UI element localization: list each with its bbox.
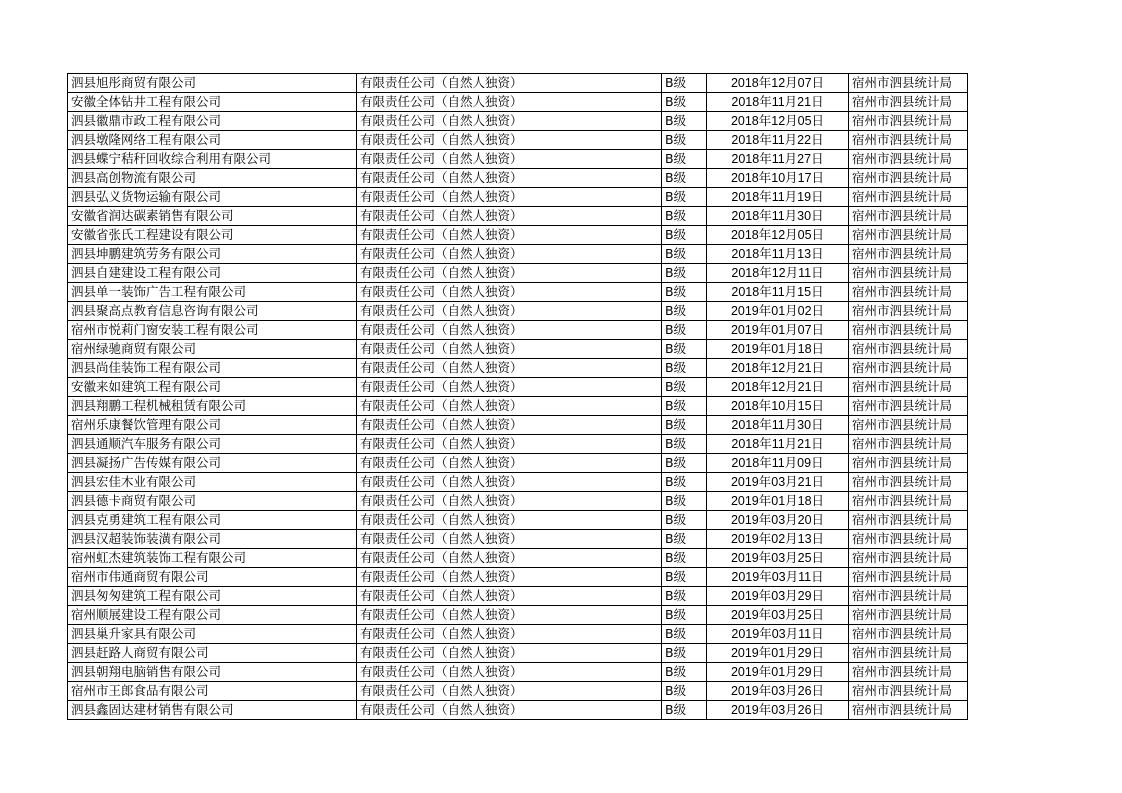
table-row (68, 663, 968, 682)
company-name-cell: 宿州市王郎食品有限公司 (68, 682, 357, 701)
grade-cell: B级 (662, 606, 707, 625)
table-row (68, 625, 968, 644)
company-name-cell: 泗县宏佳木业有限公司 (68, 473, 357, 492)
date-cell: 2018年12月05日 (707, 112, 849, 131)
grade-cell: B级 (662, 549, 707, 568)
table-row (68, 131, 968, 150)
company-type-cell: 有限责任公司（自然人独资） (357, 454, 662, 473)
date-cell: 2018年12月11日 (707, 264, 849, 283)
grade-cell: B级 (662, 340, 707, 359)
table-row (68, 74, 968, 93)
grade-cell: B级 (662, 397, 707, 416)
company-name-cell: 泗县聚高点教育信息咨询有限公司 (68, 302, 357, 321)
company-name-cell: 泗县鑫固达建材销售有限公司 (68, 701, 357, 720)
company-name-cell: 宿州虹杰建筑装饰工程有限公司 (68, 549, 357, 568)
company-name-cell: 宿州绿驰商贸有限公司 (68, 340, 357, 359)
table-row (68, 378, 968, 397)
agency-cell: 宿州市泗县统计局 (849, 188, 968, 207)
agency-cell: 宿州市泗县统计局 (849, 340, 968, 359)
grade-cell: B级 (662, 682, 707, 701)
date-cell: 2019年03月21日 (707, 473, 849, 492)
date-cell: 2019年03月20日 (707, 511, 849, 530)
table-row (68, 302, 968, 321)
grade-cell: B级 (662, 454, 707, 473)
table-row (68, 644, 968, 663)
table-row (68, 264, 968, 283)
company-type-cell: 有限责任公司（自然人独资） (357, 188, 662, 207)
company-name-cell: 泗县朝翔电脑销售有限公司 (68, 663, 357, 682)
company-type-cell: 有限责任公司（自然人独资） (357, 340, 662, 359)
company-type-cell: 有限责任公司（自然人独资） (357, 416, 662, 435)
date-cell: 2019年02月13日 (707, 530, 849, 549)
company-type-cell: 有限责任公司（自然人独资） (357, 530, 662, 549)
grade-cell: B级 (662, 169, 707, 188)
table-row (68, 321, 968, 340)
company-type-cell: 有限责任公司（自然人独资） (357, 587, 662, 606)
grade-cell: B级 (662, 207, 707, 226)
agency-cell: 宿州市泗县统计局 (849, 644, 968, 663)
company-type-cell: 有限责任公司（自然人独资） (357, 226, 662, 245)
date-cell: 2019年03月26日 (707, 701, 849, 720)
table-row (68, 93, 968, 112)
company-name-cell: 宿州乐康餐饮管理有限公司 (68, 416, 357, 435)
agency-cell: 宿州市泗县统计局 (849, 473, 968, 492)
grade-cell: B级 (662, 245, 707, 264)
table-row (68, 473, 968, 492)
table-row (68, 207, 968, 226)
company-name-cell: 泗县汉超装饰装潢有限公司 (68, 530, 357, 549)
table-row (68, 530, 968, 549)
company-type-cell: 有限责任公司（自然人独资） (357, 302, 662, 321)
company-name-cell: 泗县高创物流有限公司 (68, 169, 357, 188)
date-cell: 2019年01月29日 (707, 644, 849, 663)
company-type-cell: 有限责任公司（自然人独资） (357, 74, 662, 93)
company-name-cell: 安徽省张氏工程建设有限公司 (68, 226, 357, 245)
company-type-cell: 有限责任公司（自然人独资） (357, 511, 662, 530)
agency-cell: 宿州市泗县统计局 (849, 245, 968, 264)
grade-cell: B级 (662, 492, 707, 511)
table-row (68, 435, 968, 454)
agency-cell: 宿州市泗县统计局 (849, 549, 968, 568)
table-row (68, 283, 968, 302)
agency-cell: 宿州市泗县统计局 (849, 321, 968, 340)
company-name-cell: 泗县通顺汽车服务有限公司 (68, 435, 357, 454)
agency-cell: 宿州市泗县统计局 (849, 530, 968, 549)
grade-cell: B级 (662, 701, 707, 720)
company-type-cell: 有限责任公司（自然人独资） (357, 378, 662, 397)
date-cell: 2018年11月19日 (707, 188, 849, 207)
agency-cell: 宿州市泗县统计局 (849, 283, 968, 302)
date-cell: 2018年11月22日 (707, 131, 849, 150)
table-row (68, 397, 968, 416)
agency-cell: 宿州市泗县统计局 (849, 454, 968, 473)
table-row (68, 416, 968, 435)
grade-cell: B级 (662, 264, 707, 283)
company-name-cell: 泗县单一装饰广告工程有限公司 (68, 283, 357, 302)
company-name-cell: 宿州顺展建设工程有限公司 (68, 606, 357, 625)
table-row (68, 682, 968, 701)
date-cell: 2018年11月27日 (707, 150, 849, 169)
company-type-cell: 有限责任公司（自然人独资） (357, 207, 662, 226)
agency-cell: 宿州市泗县统计局 (849, 207, 968, 226)
agency-cell: 宿州市泗县统计局 (849, 359, 968, 378)
date-cell: 2019年01月02日 (707, 302, 849, 321)
table-row (68, 226, 968, 245)
grade-cell: B级 (662, 473, 707, 492)
table-row (68, 606, 968, 625)
table-row (68, 492, 968, 511)
agency-cell: 宿州市泗县统计局 (849, 568, 968, 587)
date-cell: 2019年03月25日 (707, 606, 849, 625)
agency-cell: 宿州市泗县统计局 (849, 682, 968, 701)
agency-cell: 宿州市泗县统计局 (849, 397, 968, 416)
company-name-cell: 泗县弘义货物运输有限公司 (68, 188, 357, 207)
company-name-cell: 泗县坤鹏建筑劳务有限公司 (68, 245, 357, 264)
agency-cell: 宿州市泗县统计局 (849, 663, 968, 682)
company-name-cell: 安徽省润达碳素销售有限公司 (68, 207, 357, 226)
grade-cell: B级 (662, 321, 707, 340)
date-cell: 2018年11月15日 (707, 283, 849, 302)
grade-cell: B级 (662, 302, 707, 321)
date-cell: 2018年11月09日 (707, 454, 849, 473)
agency-cell: 宿州市泗县统计局 (849, 226, 968, 245)
agency-cell: 宿州市泗县统计局 (849, 264, 968, 283)
company-type-cell: 有限责任公司（自然人独资） (357, 682, 662, 701)
agency-cell: 宿州市泗县统计局 (849, 150, 968, 169)
grade-cell: B级 (662, 74, 707, 93)
grade-cell: B级 (662, 511, 707, 530)
date-cell: 2018年11月30日 (707, 207, 849, 226)
company-name-cell: 泗县凝扬广告传媒有限公司 (68, 454, 357, 473)
company-name-cell: 泗县自建建设工程有限公司 (68, 264, 357, 283)
agency-cell: 宿州市泗县统计局 (849, 492, 968, 511)
date-cell: 2018年10月17日 (707, 169, 849, 188)
grade-cell: B级 (662, 131, 707, 150)
grade-cell: B级 (662, 283, 707, 302)
date-cell: 2019年01月18日 (707, 340, 849, 359)
grade-cell: B级 (662, 150, 707, 169)
grade-cell: B级 (662, 530, 707, 549)
date-cell: 2019年03月25日 (707, 549, 849, 568)
agency-cell: 宿州市泗县统计局 (849, 169, 968, 188)
grade-cell: B级 (662, 625, 707, 644)
company-type-cell: 有限责任公司（自然人独资） (357, 625, 662, 644)
company-name-cell: 安徽来如建筑工程有限公司 (68, 378, 357, 397)
company-name-cell: 泗县徽鼎市政工程有限公司 (68, 112, 357, 131)
company-type-cell: 有限责任公司（自然人独资） (357, 321, 662, 340)
company-name-cell: 泗县旭彤商贸有限公司 (68, 74, 357, 93)
date-cell: 2018年11月30日 (707, 416, 849, 435)
grade-cell: B级 (662, 188, 707, 207)
table-row (68, 549, 968, 568)
company-type-cell: 有限责任公司（自然人独资） (357, 283, 662, 302)
grade-cell: B级 (662, 112, 707, 131)
date-cell: 2019年01月29日 (707, 663, 849, 682)
grade-cell: B级 (662, 378, 707, 397)
grade-cell: B级 (662, 587, 707, 606)
company-name-cell: 泗县巢升家具有限公司 (68, 625, 357, 644)
agency-cell: 宿州市泗县统计局 (849, 416, 968, 435)
table-row (68, 169, 968, 188)
date-cell: 2019年03月11日 (707, 568, 849, 587)
company-type-cell: 有限责任公司（自然人独资） (357, 264, 662, 283)
table-row (68, 701, 968, 720)
table-row (68, 340, 968, 359)
agency-cell: 宿州市泗县统计局 (849, 587, 968, 606)
company-type-cell: 有限责任公司（自然人独资） (357, 397, 662, 416)
date-cell: 2018年10月15日 (707, 397, 849, 416)
date-cell: 2019年03月29日 (707, 587, 849, 606)
date-cell: 2018年11月13日 (707, 245, 849, 264)
data-table (67, 73, 968, 720)
company-type-cell: 有限责任公司（自然人独资） (357, 169, 662, 188)
grade-cell: B级 (662, 435, 707, 454)
company-name-cell: 安徽全体钻井工程有限公司 (68, 93, 357, 112)
table-row (68, 150, 968, 169)
company-name-cell: 泗县尚佳装饰工程有限公司 (68, 359, 357, 378)
date-cell: 2019年01月18日 (707, 492, 849, 511)
date-cell: 2019年03月11日 (707, 625, 849, 644)
agency-cell: 宿州市泗县统计局 (849, 74, 968, 93)
agency-cell: 宿州市泗县统计局 (849, 701, 968, 720)
grade-cell: B级 (662, 359, 707, 378)
company-type-cell: 有限责任公司（自然人独资） (357, 112, 662, 131)
company-name-cell: 泗县德卡商贸有限公司 (68, 492, 357, 511)
company-type-cell: 有限责任公司（自然人独资） (357, 549, 662, 568)
agency-cell: 宿州市泗县统计局 (849, 625, 968, 644)
company-type-cell: 有限责任公司（自然人独资） (357, 606, 662, 625)
table-row (68, 587, 968, 606)
agency-cell: 宿州市泗县统计局 (849, 112, 968, 131)
agency-cell: 宿州市泗县统计局 (849, 511, 968, 530)
table-row (68, 112, 968, 131)
table-row (68, 188, 968, 207)
table-row (68, 454, 968, 473)
company-name-cell: 泗县匆匆建筑工程有限公司 (68, 587, 357, 606)
date-cell: 2018年12月21日 (707, 359, 849, 378)
grade-cell: B级 (662, 644, 707, 663)
agency-cell: 宿州市泗县统计局 (849, 435, 968, 454)
company-name-cell: 泗县克勇建筑工程有限公司 (68, 511, 357, 530)
agency-cell: 宿州市泗县统计局 (849, 131, 968, 150)
company-name-cell: 泗县墩隆网络工程有限公司 (68, 131, 357, 150)
grade-cell: B级 (662, 416, 707, 435)
agency-cell: 宿州市泗县统计局 (849, 93, 968, 112)
company-type-cell: 有限责任公司（自然人独资） (357, 150, 662, 169)
company-name-cell: 宿州市悦莉门窗安装工程有限公司 (68, 321, 357, 340)
agency-cell: 宿州市泗县统计局 (849, 302, 968, 321)
date-cell: 2018年11月21日 (707, 93, 849, 112)
company-name-cell: 泗县蝶宁秸秆回收综合利用有限公司 (68, 150, 357, 169)
date-cell: 2019年01月07日 (707, 321, 849, 340)
company-type-cell: 有限责任公司（自然人独资） (357, 473, 662, 492)
company-name-cell: 宿州市伟通商贸有限公司 (68, 568, 357, 587)
company-type-cell: 有限责任公司（自然人独资） (357, 568, 662, 587)
company-name-cell: 泗县翔鹏工程机械租赁有限公司 (68, 397, 357, 416)
table-body (68, 74, 968, 720)
company-type-cell: 有限责任公司（自然人独资） (357, 663, 662, 682)
company-type-cell: 有限责任公司（自然人独资） (357, 93, 662, 112)
table-row (68, 359, 968, 378)
company-type-cell: 有限责任公司（自然人独资） (357, 131, 662, 150)
table-row (68, 511, 968, 530)
company-type-cell: 有限责任公司（自然人独资） (357, 701, 662, 720)
company-name-cell: 泗县赶路人商贸有限公司 (68, 644, 357, 663)
date-cell: 2018年12月21日 (707, 378, 849, 397)
grade-cell: B级 (662, 568, 707, 587)
agency-cell: 宿州市泗县统计局 (849, 378, 968, 397)
grade-cell: B级 (662, 663, 707, 682)
date-cell: 2018年12月05日 (707, 226, 849, 245)
agency-cell: 宿州市泗县统计局 (849, 606, 968, 625)
company-type-cell: 有限责任公司（自然人独资） (357, 644, 662, 663)
table-row (68, 568, 968, 587)
date-cell: 2018年11月21日 (707, 435, 849, 454)
company-type-cell: 有限责任公司（自然人独资） (357, 359, 662, 378)
company-type-cell: 有限责任公司（自然人独资） (357, 492, 662, 511)
company-type-cell: 有限责任公司（自然人独资） (357, 245, 662, 264)
table-row (68, 245, 968, 264)
date-cell: 2018年12月07日 (707, 74, 849, 93)
company-type-cell: 有限责任公司（自然人独资） (357, 435, 662, 454)
grade-cell: B级 (662, 93, 707, 112)
grade-cell: B级 (662, 226, 707, 245)
date-cell: 2019年03月26日 (707, 682, 849, 701)
